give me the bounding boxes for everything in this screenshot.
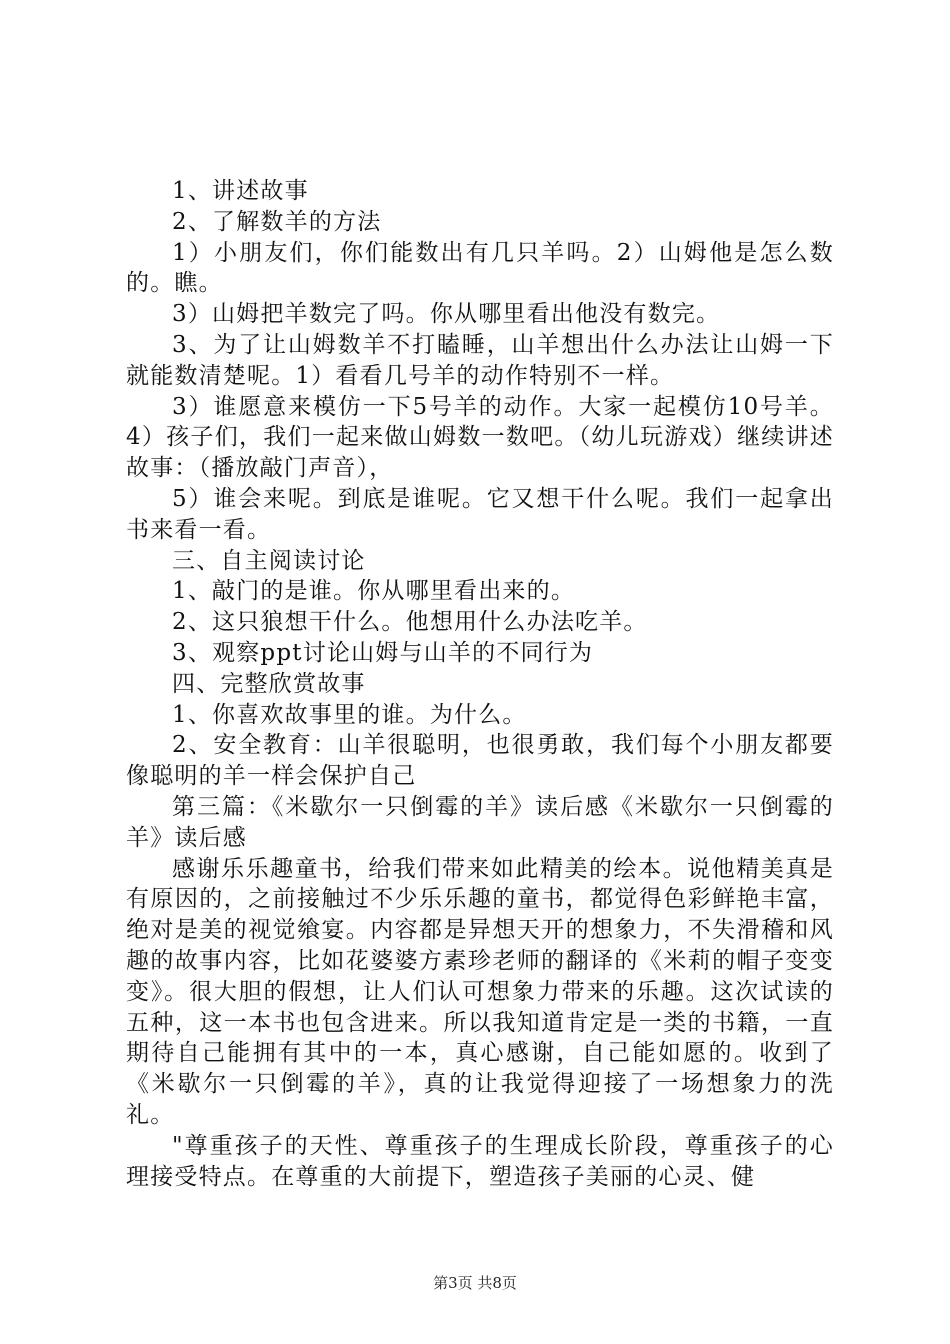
paragraph: 2、了解数羊的方法	[172, 208, 382, 235]
section-heading: 四、完整欣赏故事	[172, 670, 366, 697]
paragraph: 5）谁会来呢。到底是谁呢。它又想干什么呢。我们一起拿出书来看一看。	[126, 485, 834, 543]
paragraph: 3、为了让山姆数羊不打瞌睡，山羊想出什么办法让山姆一下就能数清楚呢。1）看看几号羊的动作特别不一样。	[126, 331, 834, 389]
paragraph: 2、安全教育：山羊很聪明，也很勇敢，我们每个小朋友都要像聪明的羊一样会保护自己	[126, 732, 834, 790]
document-body	[126, 176, 834, 1192]
paragraph: 2、这只狼想干什么。他想用什么办法吃羊。	[172, 609, 648, 636]
paragraph: 3）山姆把羊数完了吗。你从哪里看出他没有数完。	[172, 301, 721, 328]
section-heading: 三、自主阅读讨论	[172, 547, 366, 574]
paragraph: 1、你喜欢故事里的谁。为什么。	[172, 701, 527, 728]
paragraph: 1）小朋友们，你们能数出有几只羊吗。2）山姆他是怎么数的。瞧。	[126, 239, 834, 297]
paragraph: 感谢乐乐趣童书，给我们带来如此精美的绘本。说他精美真是有原因的，之前接触过不少乐乐趣的童书，都觉得色彩鲜艳丰富，绝对是美的视觉飨宴。内容都是异想天开的想象力，不失滑稽和风趣的故事内容，比如花婆婆方素珍老师的翻译的《米莉的帽子变变变》。很大胆的假想，让人们认可想象力带来的乐趣。这次试读的五种，这一本书也包含进来。所以我知道肯定是一类的书籍，一直期待自己能拥有其中的一本，真心感谢，自己能如愿的。收到了《米歇尔一只倒霉的羊》，真的让我觉得迎接了一场想象力的洗礼。	[126, 855, 834, 1128]
paragraph: "尊重孩子的天性、尊重孩子的生理成长阶段，尊重孩子的心理接受特点。在尊重的大前提下，塑造孩子美丽的心灵、健	[126, 1132, 834, 1190]
paragraph: 1、敲门的是谁。你从哪里看出来的。	[172, 578, 576, 605]
paragraph: 3）谁愿意来模仿一下5号羊的动作。大家一起模仿10号羊。4）孩子们，我们一起来做山姆数一数吧。（幼儿玩游戏）继续讲述故事：（播放敲门声音），	[126, 393, 834, 482]
article-title: 第三篇：《米歇尔一只倒霉的羊》读后感《米歇尔一只倒霉的羊》读后感	[126, 793, 834, 851]
page-footer: 第3页 共8页	[433, 1274, 517, 1292]
paragraph: 3、观察ppt讨论山姆与山羊的不同行为	[172, 639, 594, 666]
paragraph: 1、讲述故事	[172, 178, 309, 204]
